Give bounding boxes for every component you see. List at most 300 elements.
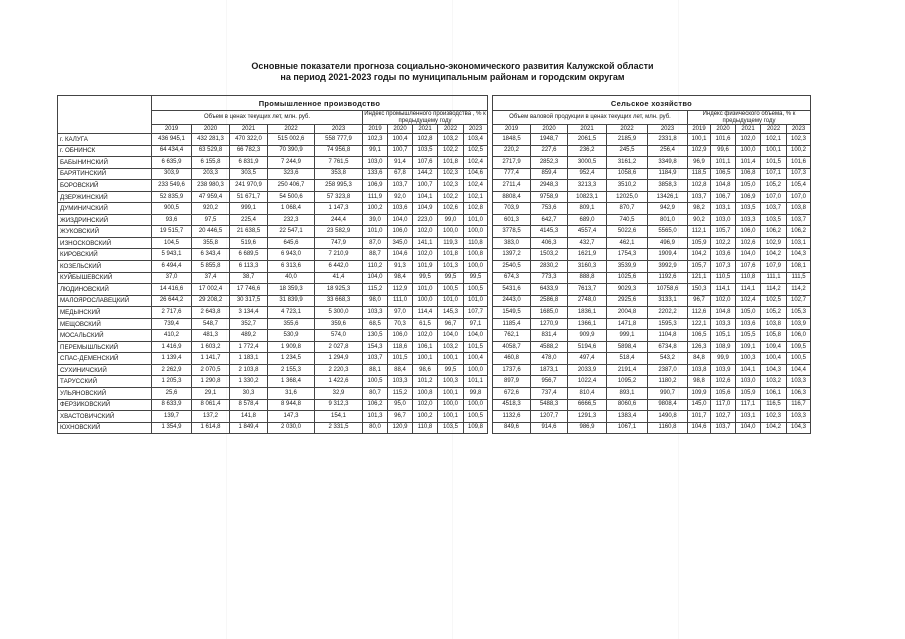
value-cell: 104,8 [711, 180, 736, 192]
table-row [58, 307, 811, 319]
value-cell: 7613,7 [568, 284, 607, 296]
year-header: 2021 [736, 125, 761, 134]
value-cell: 101,9 [413, 261, 438, 273]
value-cell: 740,5 [607, 214, 648, 226]
value-cell: 1 234,5 [268, 353, 315, 365]
value-cell: 747,9 [315, 237, 363, 249]
value-cell: 101,4 [736, 157, 761, 169]
value-cell: 99,6 [711, 145, 736, 157]
value-cell: 104,4 [787, 364, 811, 376]
value-cell: 101,1 [711, 157, 736, 169]
value-cell: 1873,1 [531, 364, 568, 376]
value-cell: 1 290,8 [192, 376, 230, 388]
value-cell: 37,0 [152, 272, 192, 284]
value-cell: 777,4 [493, 168, 531, 180]
region-name: КОЗЕЛЬСКИЙ [58, 261, 152, 273]
value-cell: 406,3 [531, 237, 568, 249]
value-cell: 10758,6 [648, 284, 688, 296]
value-cell: 1595,3 [648, 318, 688, 330]
value-cell: 103,3 [363, 307, 388, 319]
value-cell: 105,0 [736, 180, 761, 192]
value-cell: 117,1 [736, 399, 761, 411]
value-cell: 220,2 [493, 145, 531, 157]
value-cell: 6 343,4 [192, 249, 230, 261]
year-header: 2021 [413, 125, 438, 134]
value-cell: 103,3 [736, 214, 761, 226]
value-cell: 105,2 [761, 180, 787, 192]
value-cell: 1397,2 [493, 249, 531, 261]
value-cell: 101,2 [413, 376, 438, 388]
table-row [58, 364, 811, 376]
value-cell: 100,0 [438, 226, 464, 238]
value-cell: 100,5 [438, 284, 464, 296]
value-cell: 100,0 [736, 145, 761, 157]
value-cell: 98,6 [413, 364, 438, 376]
value-cell: 2948,3 [531, 180, 568, 192]
value-cell: 5 943,1 [152, 249, 192, 261]
value-cell: 353,8 [315, 168, 363, 180]
value-cell: 3539,9 [607, 261, 648, 273]
value-cell: 20 446,5 [192, 226, 230, 238]
value-cell: 1490,8 [648, 411, 688, 423]
value-cell: 100,7 [388, 145, 413, 157]
value-cell: 88,1 [363, 364, 388, 376]
value-cell: 101,0 [363, 226, 388, 238]
value-cell: 106,0 [787, 330, 811, 342]
value-cell: 1 603,2 [192, 341, 230, 353]
value-cell: 97,5 [192, 214, 230, 226]
value-cell: 1025,6 [607, 272, 648, 284]
value-cell: 101,7 [688, 411, 711, 423]
value-cell: 8 061,4 [192, 399, 230, 411]
value-cell: 103,9 [787, 318, 811, 330]
region-name: ЖИЗДРИНСКИЙ [58, 214, 152, 226]
value-cell: 102,8 [688, 180, 711, 192]
table-row [58, 134, 811, 146]
value-cell: 8 633,9 [152, 399, 192, 411]
value-cell: 104,1 [736, 364, 761, 376]
value-cell: 105,2 [761, 307, 787, 319]
value-cell: 101,0 [464, 214, 488, 226]
value-cell: 9 312,3 [315, 399, 363, 411]
value-cell: 2 070,5 [192, 364, 230, 376]
value-cell: 100,0 [438, 399, 464, 411]
value-cell: 2004,8 [607, 307, 648, 319]
table-row [58, 411, 811, 423]
value-cell: 87,0 [363, 237, 388, 249]
value-cell: 323,6 [268, 168, 315, 180]
value-cell: 3778,5 [493, 226, 531, 238]
value-cell: 100,7 [413, 180, 438, 192]
value-cell: 93,6 [152, 214, 192, 226]
value-cell: 23 582,9 [315, 226, 363, 238]
value-cell: 99,5 [464, 272, 488, 284]
value-cell: 849,6 [493, 422, 531, 434]
value-cell: 4588,2 [531, 341, 568, 353]
value-cell: 5022,6 [607, 226, 648, 238]
value-cell: 103,3 [787, 411, 811, 423]
value-cell: 1022,4 [568, 376, 607, 388]
value-cell: 114,1 [736, 284, 761, 296]
value-cell: 100,0 [413, 295, 438, 307]
value-cell: 3000,5 [568, 157, 607, 169]
value-cell: 5488,3 [531, 399, 568, 411]
value-cell: 2717,9 [493, 157, 531, 169]
value-cell: 104,1 [413, 191, 438, 203]
value-cell: 102,6 [736, 237, 761, 249]
value-cell: 8 578,4 [230, 399, 268, 411]
value-cell: 519,6 [230, 237, 268, 249]
table-row [58, 191, 811, 203]
value-cell: 2 030,0 [268, 422, 315, 434]
value-cell: 106,9 [363, 180, 388, 192]
value-cell: 100,2 [787, 145, 811, 157]
value-cell: 1 183,1 [230, 353, 268, 365]
value-cell: 100,0 [464, 261, 488, 273]
year-header: 2019 [493, 125, 531, 134]
value-cell: 6 689,5 [230, 249, 268, 261]
region-name: УЛЬЯНОВСКИЙ [58, 388, 152, 400]
value-cell: 244,4 [315, 214, 363, 226]
value-cell: 106,2 [761, 226, 787, 238]
value-cell: 139,7 [152, 411, 192, 423]
value-cell: 101,0 [464, 295, 488, 307]
year-header: 2022 [761, 125, 787, 134]
value-cell: 99,9 [711, 353, 736, 365]
value-cell: 1836,1 [568, 307, 607, 319]
value-cell: 103,7 [761, 203, 787, 215]
value-cell: 104,2 [761, 422, 787, 434]
value-cell: 101,0 [413, 284, 438, 296]
value-cell: 250 406,7 [268, 180, 315, 192]
value-cell: 515 002,6 [268, 134, 315, 146]
value-cell: 1 330,2 [230, 376, 268, 388]
value-cell: 109,9 [688, 388, 711, 400]
value-cell: 57 323,8 [315, 191, 363, 203]
table-row [58, 226, 811, 238]
value-cell: 110,8 [413, 422, 438, 434]
table-row [58, 341, 811, 353]
value-cell: 14 416,6 [152, 284, 192, 296]
value-cell: 6 635,9 [152, 157, 192, 169]
value-cell: 147,3 [268, 411, 315, 423]
value-cell: 5898,4 [607, 341, 648, 353]
value-cell: 100,5 [464, 284, 488, 296]
region-header-cell [58, 96, 152, 134]
value-cell: 102,0 [413, 399, 438, 411]
table-row [58, 237, 811, 249]
value-cell: 100,1 [438, 388, 464, 400]
value-cell: 1132,6 [493, 411, 531, 423]
value-cell: 481,3 [192, 330, 230, 342]
value-cell: 1192,6 [648, 272, 688, 284]
agriculture-index-header: Индекс физического объема, % к предыдущему году [688, 111, 811, 125]
value-cell: 106,0 [388, 226, 413, 238]
value-cell: 145,0 [688, 399, 711, 411]
value-cell: 737,4 [531, 388, 568, 400]
value-cell: 68,5 [363, 318, 388, 330]
value-cell: 990,7 [648, 388, 688, 400]
value-cell: 258 995,3 [315, 180, 363, 192]
value-cell: 5194,6 [568, 341, 607, 353]
value-cell: 4557,4 [568, 226, 607, 238]
value-cell: 1754,3 [607, 249, 648, 261]
value-cell: 1 205,3 [152, 376, 192, 388]
value-cell: 1160,8 [648, 422, 688, 434]
value-cell: 95,0 [388, 399, 413, 411]
value-cell: 106,5 [688, 330, 711, 342]
industry-volume-header: Объем в ценах текущих лет, млн. руб. [152, 111, 363, 125]
value-cell: 893,1 [607, 388, 648, 400]
value-cell: 114,4 [413, 307, 438, 319]
value-cell: 383,0 [493, 237, 531, 249]
value-cell: 102,0 [413, 226, 438, 238]
value-cell: 91,4 [388, 157, 413, 169]
value-cell: 114,1 [711, 284, 736, 296]
value-cell: 102,0 [711, 295, 736, 307]
table-row [58, 422, 811, 434]
value-cell: 900,5 [152, 203, 192, 215]
value-cell: 18 925,3 [315, 284, 363, 296]
value-cell: 115,2 [388, 388, 413, 400]
value-cell: 102,3 [787, 134, 811, 146]
value-cell: 100,1 [438, 353, 464, 365]
value-cell: 4145,3 [531, 226, 568, 238]
value-cell: 496,9 [648, 237, 688, 249]
value-cell: 4 723,1 [268, 307, 315, 319]
value-cell: 154,1 [315, 411, 363, 423]
value-cell: 104,3 [787, 249, 811, 261]
table-row [58, 399, 811, 411]
value-cell: 102,0 [736, 134, 761, 146]
region-name: БАБЫНИНСКИЙ [58, 157, 152, 169]
value-cell: 104,6 [688, 422, 711, 434]
value-cell: 739,4 [152, 318, 192, 330]
value-cell: 102,2 [438, 145, 464, 157]
value-cell: 530,9 [268, 330, 315, 342]
title-line-1: Основные показатели прогноза социально-экономического развития Калужской области [251, 61, 654, 71]
value-cell: 100,5 [787, 353, 811, 365]
value-cell: 118,6 [388, 341, 413, 353]
value-cell: 112,6 [688, 307, 711, 319]
value-cell: 104,0 [363, 272, 388, 284]
value-cell: 51 671,7 [230, 191, 268, 203]
value-cell: 2 155,3 [268, 364, 315, 376]
value-cell: 102,1 [464, 191, 488, 203]
value-cell: 303,9 [152, 168, 192, 180]
value-cell: 104,0 [438, 330, 464, 342]
value-cell: 888,8 [568, 272, 607, 284]
value-cell: 100,0 [464, 226, 488, 238]
value-cell: 117,0 [711, 399, 736, 411]
value-cell: 38,7 [230, 272, 268, 284]
industry-section-header: Промышленное производство [152, 96, 488, 111]
value-cell: 70,3 [388, 318, 413, 330]
value-cell: 203,3 [192, 168, 230, 180]
value-cell: 460,8 [493, 353, 531, 365]
value-cell: 99,0 [438, 214, 464, 226]
value-cell: 223,0 [413, 214, 438, 226]
value-cell: 107,9 [761, 261, 787, 273]
value-cell: 110,2 [363, 261, 388, 273]
value-cell: 40,0 [268, 272, 315, 284]
value-cell: 2830,2 [531, 261, 568, 273]
value-cell: 2925,6 [607, 295, 648, 307]
value-cell: 17 746,6 [230, 284, 268, 296]
agriculture-section-header: Сельское хозяйство [493, 96, 811, 111]
value-cell: 103,7 [388, 180, 413, 192]
value-cell: 52 835,9 [152, 191, 192, 203]
value-cell: 1 354,9 [152, 422, 192, 434]
value-cell: 8808,4 [493, 191, 531, 203]
value-cell: 2 103,8 [230, 364, 268, 376]
region-name: ДЗЕРЖИНСКИЙ [58, 191, 152, 203]
value-cell: 107,3 [787, 168, 811, 180]
value-cell: 2 027,8 [315, 341, 363, 353]
value-cell: 102,8 [413, 134, 438, 146]
value-cell: 66 782,3 [230, 145, 268, 157]
value-cell: 61,5 [413, 318, 438, 330]
value-cell: 106,0 [736, 226, 761, 238]
value-cell: 115,2 [363, 284, 388, 296]
table-row [58, 249, 811, 261]
value-cell: 103,3 [787, 376, 811, 388]
value-cell: 119,3 [438, 237, 464, 249]
value-cell: 6 442,0 [315, 261, 363, 273]
value-cell: 107,0 [761, 191, 787, 203]
value-cell: 96,7 [688, 295, 711, 307]
table-row [58, 318, 811, 330]
value-cell: 30,3 [230, 388, 268, 400]
value-cell: 103,8 [761, 318, 787, 330]
value-cell: 543,2 [648, 353, 688, 365]
value-cell: 1 139,4 [152, 353, 192, 365]
value-cell: 21 638,5 [230, 226, 268, 238]
region-name: ЛЮДИНОВСКИЙ [58, 284, 152, 296]
value-cell: 1185,4 [493, 318, 531, 330]
value-cell: 101,5 [761, 157, 787, 169]
value-cell: 2387,0 [648, 364, 688, 376]
value-cell: 104,8 [711, 307, 736, 319]
value-cell: 642,7 [531, 214, 568, 226]
value-cell: 106,2 [363, 399, 388, 411]
year-header: 2019 [152, 125, 192, 134]
value-cell: 241 970,9 [230, 180, 268, 192]
value-cell: 13426,1 [648, 191, 688, 203]
region-name: КИРОВСКИЙ [58, 249, 152, 261]
value-cell: 111,0 [388, 295, 413, 307]
value-cell: 80,0 [363, 422, 388, 434]
table-row [58, 295, 811, 307]
value-cell: 1 147,3 [315, 203, 363, 215]
value-cell: 133,6 [363, 168, 388, 180]
value-cell: 105,1 [711, 330, 736, 342]
value-cell: 674,3 [493, 272, 531, 284]
value-cell: 8 944,8 [268, 399, 315, 411]
value-cell: 103,6 [388, 203, 413, 215]
value-cell: 1291,3 [568, 411, 607, 423]
value-cell: 8060,6 [607, 399, 648, 411]
value-cell: 102,1 [761, 134, 787, 146]
value-cell: 105,3 [787, 307, 811, 319]
value-cell: 831,4 [531, 330, 568, 342]
value-cell: 7 210,9 [315, 249, 363, 261]
value-cell: 2 220,3 [315, 364, 363, 376]
value-cell: 110,5 [711, 272, 736, 284]
value-cell: 1 909,8 [268, 341, 315, 353]
value-cell: 126,3 [688, 341, 711, 353]
value-cell: 74 956,8 [315, 145, 363, 157]
value-cell: 39,0 [363, 214, 388, 226]
value-cell: 245,5 [607, 145, 648, 157]
value-cell: 101,6 [711, 134, 736, 146]
value-cell: 5431,6 [493, 284, 531, 296]
value-cell: 3992,9 [648, 261, 688, 273]
value-cell: 97,1 [464, 318, 488, 330]
industry-index-header: Индекс промышленного производства , % к предыдущему году [364, 111, 486, 124]
value-cell: 114,2 [761, 284, 787, 296]
value-cell: 1095,2 [607, 376, 648, 388]
region-name: г. ОБНИНСК [58, 145, 152, 157]
value-cell: 5 855,8 [192, 261, 230, 273]
value-cell: 88,7 [363, 249, 388, 261]
region-name: МЕЩОВСКИЙ [58, 318, 152, 330]
value-cell: 112,9 [388, 284, 413, 296]
value-cell: 100,0 [464, 399, 488, 411]
value-cell: 470 322,0 [230, 134, 268, 146]
value-cell: 753,6 [531, 203, 568, 215]
value-cell: 105,6 [711, 388, 736, 400]
value-cell: 1067,1 [607, 422, 648, 434]
year-header: 2022 [268, 125, 315, 134]
value-cell: 104,2 [688, 249, 711, 261]
value-cell: 102,2 [438, 191, 464, 203]
value-cell: 106,3 [787, 388, 811, 400]
value-cell: 345,0 [388, 237, 413, 249]
value-cell: 92,0 [388, 191, 413, 203]
value-cell: 111,5 [787, 272, 811, 284]
value-cell: 102,4 [464, 157, 488, 169]
year-header-row [58, 125, 811, 134]
value-cell: 105,0 [736, 307, 761, 319]
value-cell: 102,6 [711, 376, 736, 388]
table-row [58, 376, 811, 388]
value-cell: 101,1 [464, 376, 488, 388]
year-header: 2023 [464, 125, 488, 134]
value-cell: 100,3 [438, 376, 464, 388]
value-cell: 105,5 [736, 330, 761, 342]
value-cell: 154,3 [363, 341, 388, 353]
table-row [58, 284, 811, 296]
value-cell: 103,5 [413, 145, 438, 157]
value-cell: 12025,0 [607, 191, 648, 203]
value-cell: 100,4 [388, 134, 413, 146]
value-cell: 103,5 [761, 214, 787, 226]
value-cell: 70 390,9 [268, 145, 315, 157]
value-cell: 91,3 [388, 261, 413, 273]
year-header: 2021 [230, 125, 268, 134]
value-cell: 9808,4 [648, 399, 688, 411]
value-cell: 105,4 [787, 180, 811, 192]
value-cell: 703,9 [493, 203, 531, 215]
year-header: 2023 [787, 125, 811, 134]
value-cell: 645,6 [268, 237, 315, 249]
value-cell: 4058,7 [493, 341, 531, 353]
value-cell: 3160,3 [568, 261, 607, 273]
year-header: 2020 [711, 125, 736, 134]
value-cell: 238 980,3 [192, 180, 230, 192]
value-cell: 100,8 [413, 388, 438, 400]
